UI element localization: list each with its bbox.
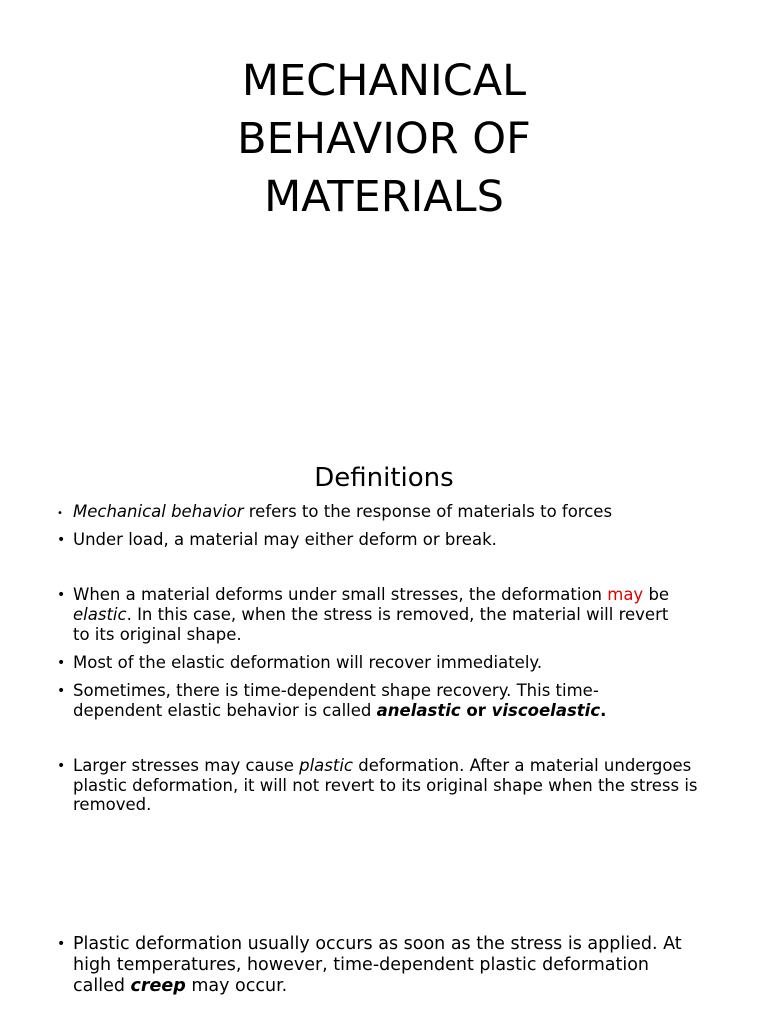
bullet-plastic-deformation: • Larger stresses may cause plastic deformation. After a material undergoes plastic deformation, it will not revert to its original shape when the stress is removed. — [57, 756, 698, 814]
bullet-point-icon: • — [57, 587, 66, 603]
bullet-anelastic: • Sometimes, there is time-dependent shape recovery. This time-dependent elastic behavior is called anelastic or viscoelastic. — [57, 681, 607, 720]
bullet-text: refers to the response of materials to forces — [243, 502, 613, 521]
term-mechanical-behavior: Mechanical behavior — [73, 502, 244, 521]
term-viscoelastic: viscoelastic — [491, 701, 601, 720]
title-line-1: MECHANICAL — [241, 56, 527, 106]
slide-title — [0, 52, 768, 226]
title-line-2: BEHAVIOR OF — [237, 114, 531, 164]
bullet-mechanical-behavior — [57, 502, 717, 522]
bullet-point-icon: • — [57, 936, 66, 952]
bullet-recover-immediately — [57, 653, 717, 673]
bullet-creep: • Plastic deformation usually occurs as soon as the stress is applied. At high temperatures, however, time-dependent plastic deformation called creep may occur. — [57, 934, 682, 996]
bullet-point-icon: • — [57, 758, 66, 774]
bullet-point-icon: • — [57, 683, 66, 699]
term-plastic: plastic — [299, 756, 354, 775]
bullet-point-icon: • — [57, 532, 66, 548]
bullet-text: Under load, a material may either deform or break. — [73, 530, 497, 549]
bullet-text: Most of the elastic deformation will recover immediately. — [73, 653, 543, 672]
bullet-point-icon: • — [57, 655, 66, 671]
bullet-under-load — [57, 530, 717, 550]
definitions-slide — [0, 440, 768, 1024]
bullet-elastic-deformation: • When a material deforms under small stresses, the deformation may be elastic. In this case, when the stress is removed, the material will revert to its original shape. — [57, 585, 670, 644]
definitions-heading: Definitions — [314, 463, 454, 493]
term-anelastic: anelastic — [376, 701, 461, 720]
may-highlight: may — [607, 585, 644, 604]
title-slide — [0, 0, 768, 440]
title-line-3: MATERIALS — [264, 172, 504, 222]
term-creep: creep — [130, 976, 186, 996]
term-elastic: elastic — [73, 605, 127, 624]
bullet-point-icon: • — [57, 508, 63, 519]
